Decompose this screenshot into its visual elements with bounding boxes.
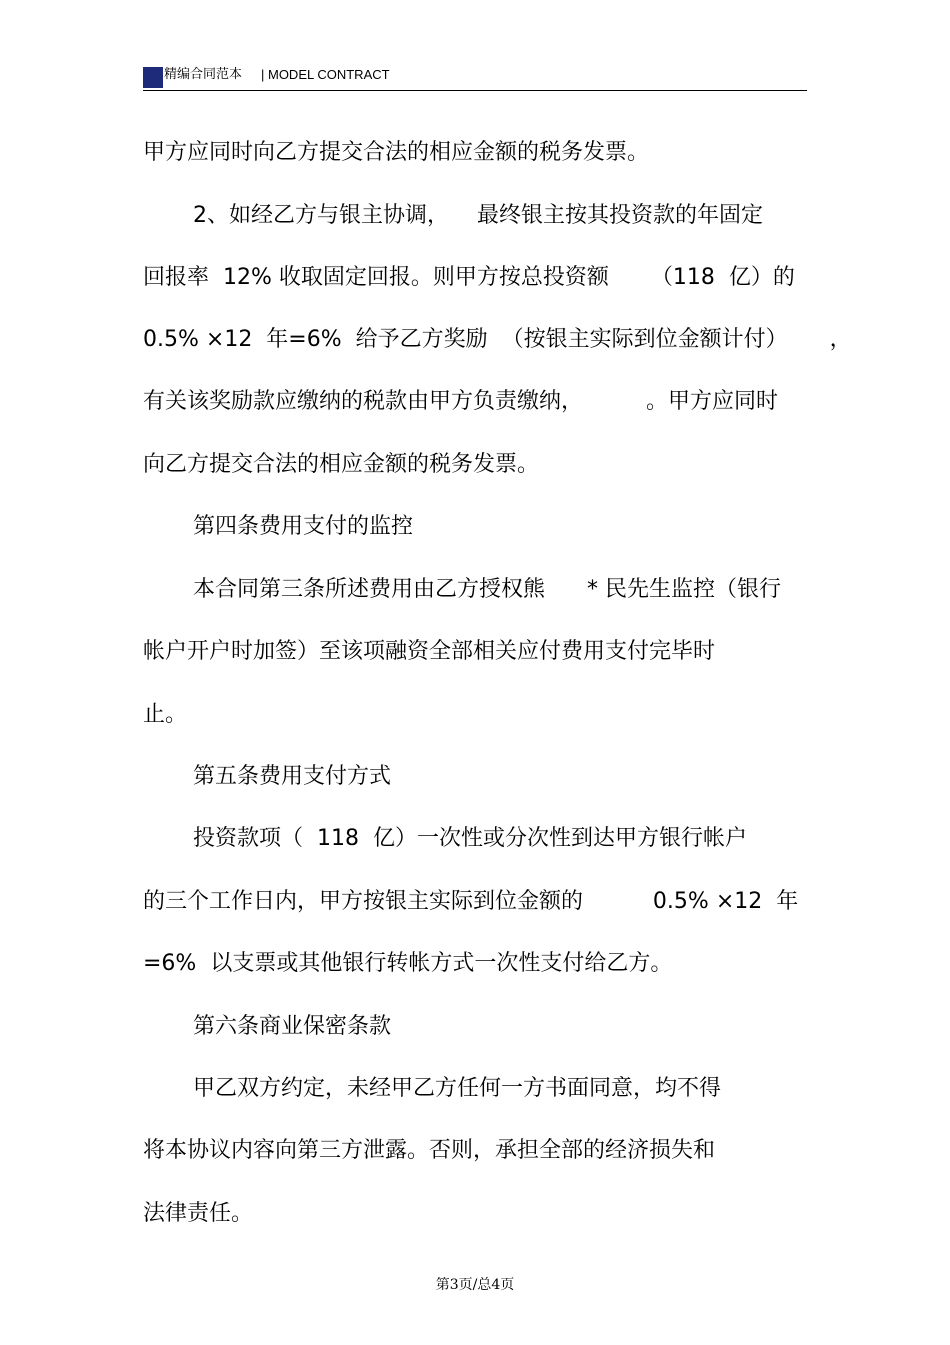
- page-header: [143, 64, 807, 91]
- body-line: 甲乙双方约定，未经甲乙方任何一方书面同意，均不得: [193, 1076, 722, 1101]
- body-line: 有关该奖励款应缴纳的税款由甲方负责缴纳， 。甲方应同时: [143, 389, 778, 414]
- body-line: 止。: [143, 702, 188, 727]
- body-line: 法律责任。: [143, 1201, 254, 1226]
- body-line: 甲方应同时向乙方提交合法的相应金额的税务发票。: [143, 140, 650, 165]
- section-heading: 第四条费用支付的监控: [193, 514, 414, 539]
- body-line: 本合同第三条所述费用由乙方授权熊 * 民先生监控（银行: [193, 577, 781, 602]
- body-line: 向乙方提交合法的相应金额的税务发票。: [143, 452, 540, 477]
- body-line: 的三个工作日内，甲方按银主实际到位金额的 0.5% ×12 年: [143, 889, 799, 914]
- section-heading: 第六条商业保密条款: [193, 1014, 392, 1039]
- logo-square-icon: [143, 67, 163, 88]
- header-title-cn: 精编合同范本: [164, 67, 243, 82]
- body-line: 帐户开户时加签）至该项融资全部相关应付费用支付完毕时: [143, 639, 716, 664]
- body-line: 投资款项（ 118 亿）一次性或分次性到达甲方银行帐户: [193, 826, 747, 851]
- body-line: =6% 以支票或其他银行转帐方式一次性支付给乙方。: [143, 951, 673, 976]
- body-line: 回报率 12% 收取固定回报。则甲方按总投资额 （118 亿）的: [143, 265, 795, 290]
- header-title-en: | MODEL CONTRACT: [261, 67, 390, 82]
- body-line: 0.5% ×12 年=6% 给予乙方奖励 （按银主实际到位金额计付） ，: [143, 327, 852, 352]
- body-line: 2、如经乙方与银主协调， 最终银主按其投资款的年固定: [193, 203, 763, 228]
- page-number: 第3页/总4页: [435, 1277, 515, 1293]
- section-heading: 第五条费用支付方式: [193, 764, 392, 789]
- body-line: 将本协议内容向第三方泄露。否则，承担全部的经济损失和: [143, 1138, 716, 1163]
